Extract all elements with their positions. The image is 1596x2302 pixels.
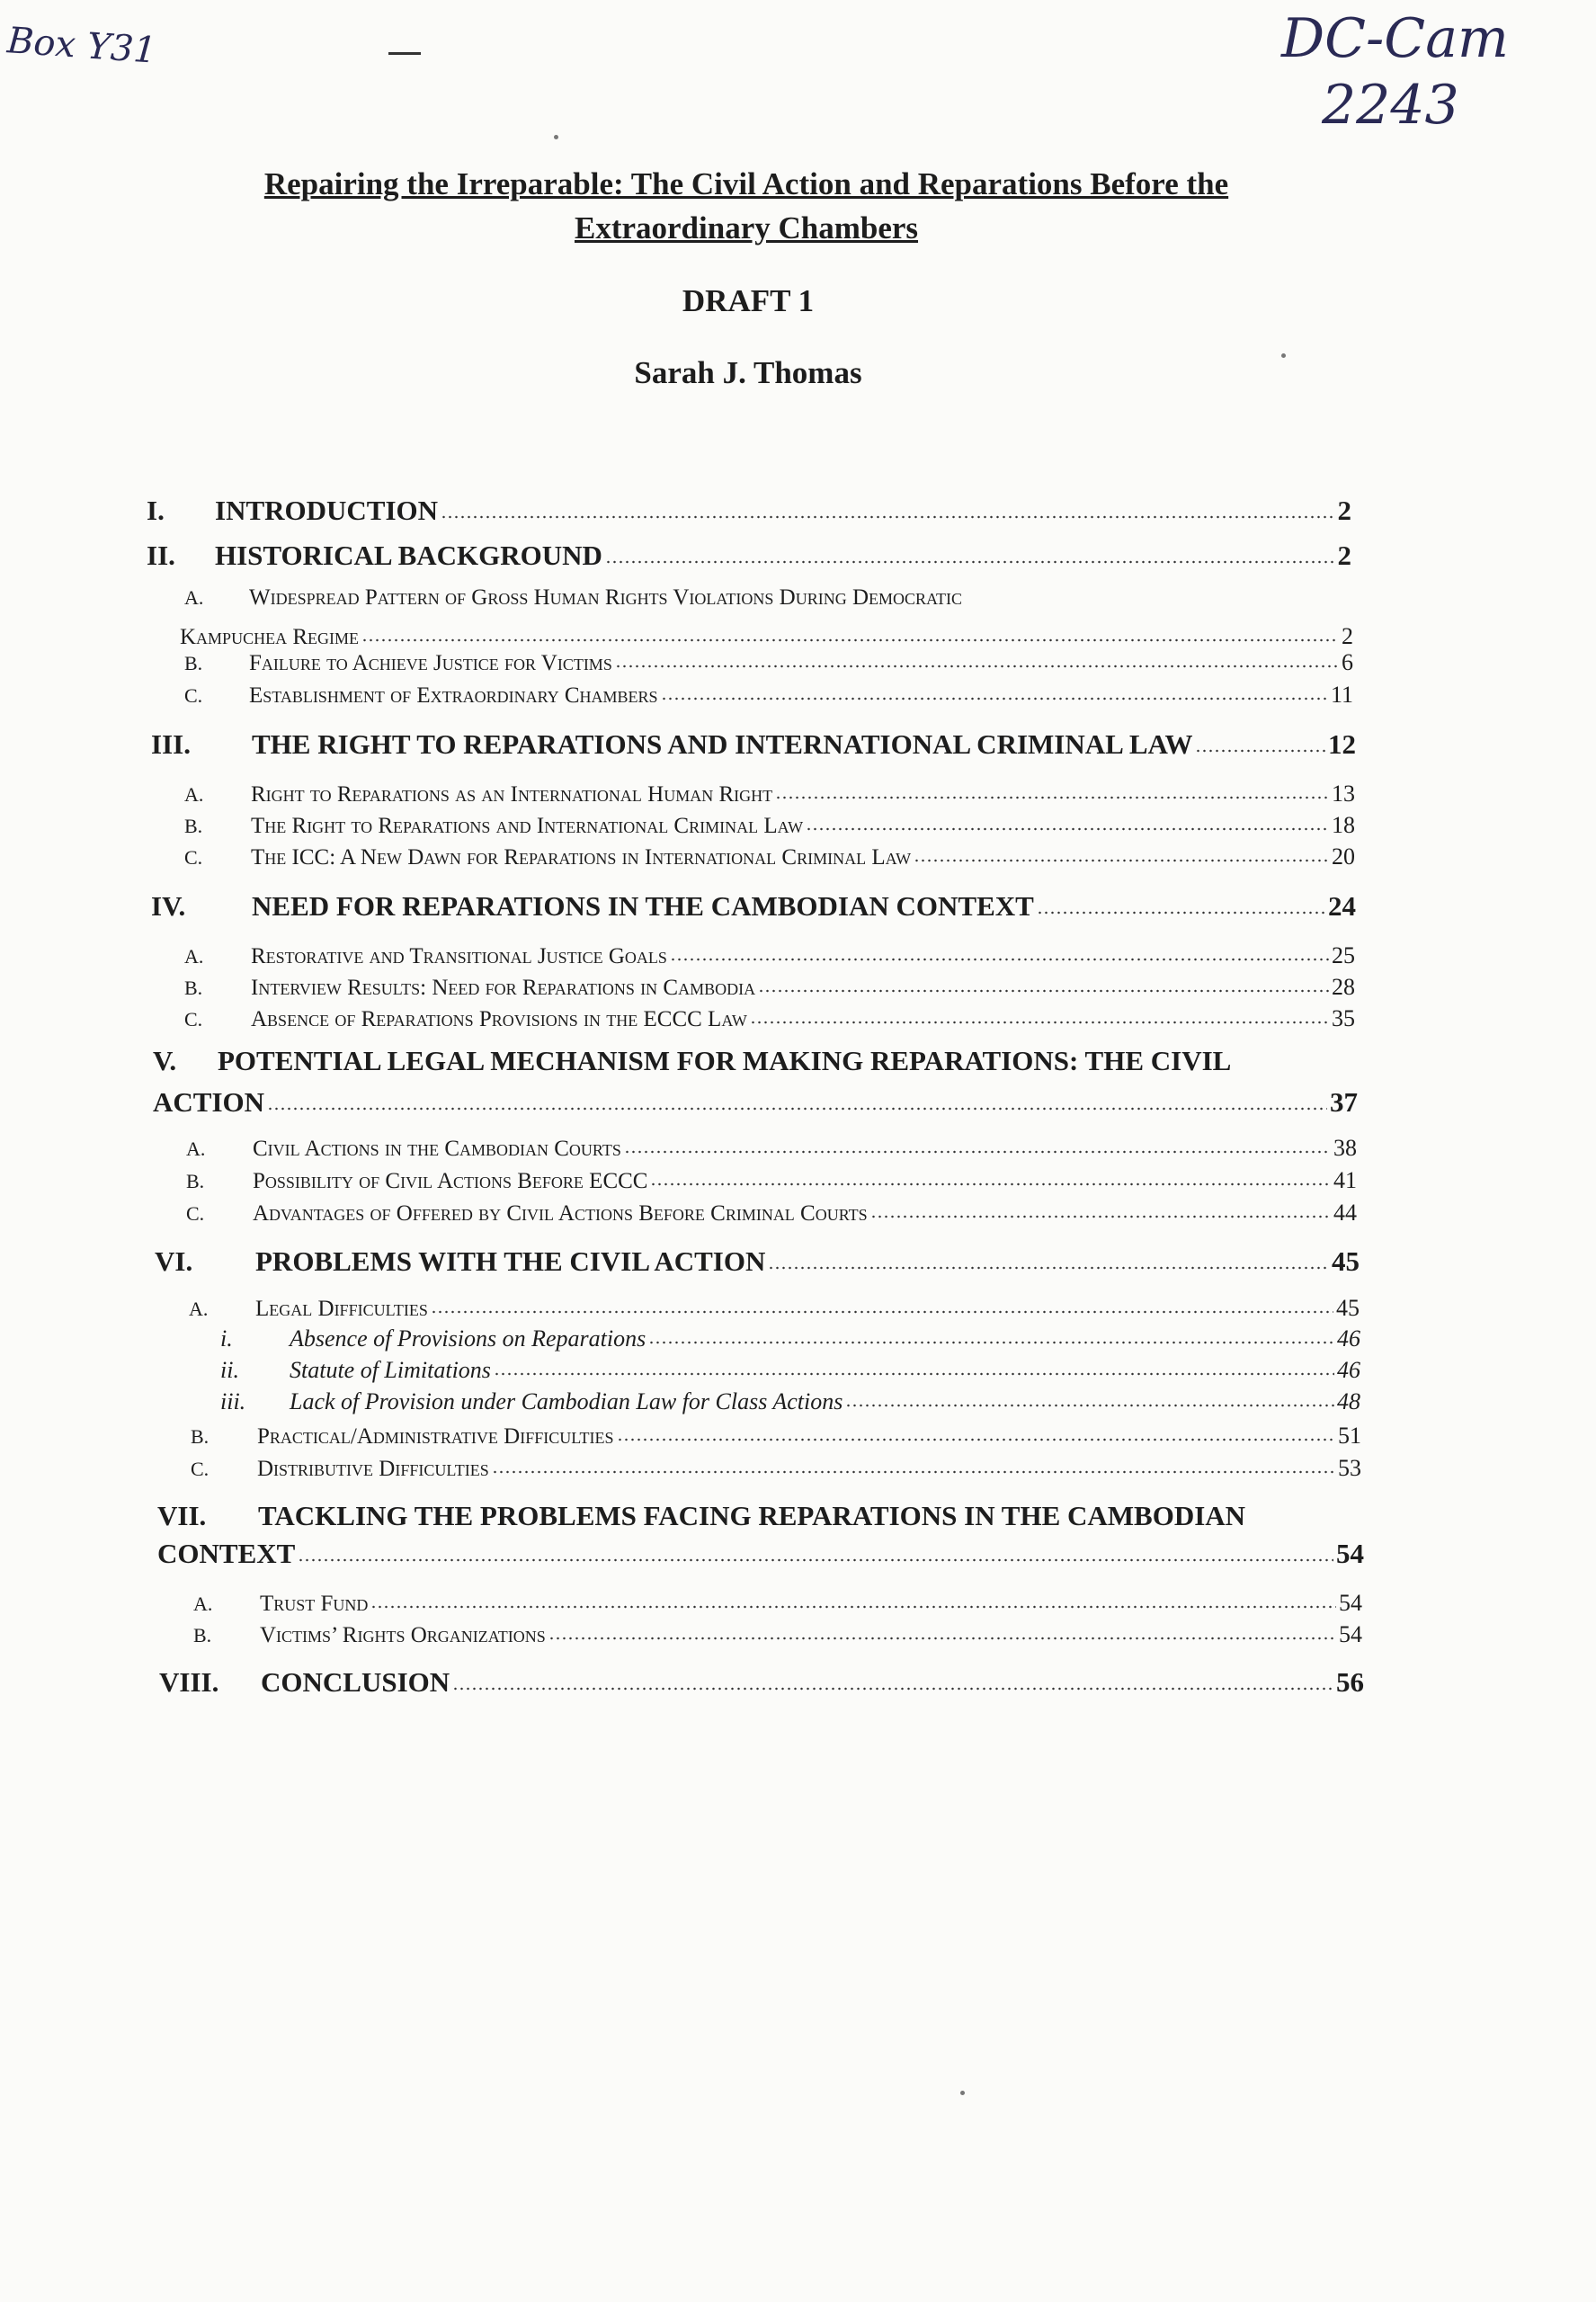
toc-subsection-human-right: A. Right to Reparations as an International Human Right 13	[184, 781, 1355, 807]
toc-subsection-icc-new-dawn: C. The ICC: A New Dawn for Reparations in International Criminal Law 20	[184, 843, 1355, 870]
toc-subsection-widespread-pattern-line1: A. Widespread Pattern of Gross Human Rights Violations During Democratic	[184, 585, 963, 610]
toc-subsection-restorative-justice: A. Restorative and Transitional Justice Goals 25	[184, 942, 1355, 968]
toc-subsection-distributive-difficulties: C. Distributive Difficulties 53	[191, 1455, 1361, 1481]
toc-section-potential-legal-mechanism: ACTION 37	[153, 1086, 1358, 1118]
toc-subsection-practical-difficulties: B. Practical/Administrative Difficulties 51	[191, 1423, 1361, 1449]
toc-subsection-establishment-of-chambers: C. Establishment of Extraordinary Chambers 11	[184, 682, 1353, 708]
toc-subsection-legal-difficulties: A. Legal Difficulties 45	[189, 1295, 1360, 1321]
toc-subsection-advantages: C. Advantages of Offered by Civil Actions Before Criminal Courts 44	[186, 1200, 1357, 1226]
toc-section-cambodian-context: IV. NEED FOR REPARATIONS IN THE CAMBODIAN CONTEXT 24	[151, 890, 1356, 922]
scan-speck	[554, 135, 558, 139]
author-name: Sarah J. Thomas	[634, 355, 862, 390]
toc-subsection-failure-to-achieve-justice: B. Failure to Achieve Justice for Victims 6	[184, 649, 1353, 675]
toc-item-class-actions: iii. Lack of Provision under Cambodian Law for Class Actions 48	[220, 1388, 1360, 1414]
handwritten-box-note: Box Y31	[5, 20, 158, 72]
toc-subsection-widespread-pattern: Kampuchea Regime 2	[180, 623, 1353, 649]
toc-section-tackling-problems: CONTEXT 54	[157, 1538, 1364, 1569]
toc-subsection-trust-fund: A. Trust Fund 54	[193, 1590, 1362, 1616]
toc-item-statute-of-limitations: ii. Statute of Limitations 46	[220, 1357, 1360, 1383]
document-title: Repairing the Irreparable: The Civil Action and Reparations Before the Extraordinary Chambers	[263, 166, 1229, 245]
toc-section-conclusion: VIII. CONCLUSION 56	[159, 1666, 1364, 1698]
toc-section-tackling-problems-line1: VII. TACKLING THE PROBLEMS FACING REPARATIONS IN THE CAMBODIAN	[157, 1500, 1246, 1531]
toc-section-potential-legal-mechanism-line1: V. POTENTIAL LEGAL MECHANISM FOR MAKING REPARATIONS: THE CIVIL	[153, 1045, 1232, 1076]
draft-label: DRAFT 1	[682, 283, 815, 318]
scan-speck	[960, 2091, 965, 2095]
toc-subsection-victims-rights-organizations: B. Victims’ Rights Organizations 54	[193, 1621, 1362, 1647]
toc-section-historical-background: II. HISTORICAL BACKGROUND 2	[147, 540, 1351, 571]
toc-subsection-absence-of-provisions: C. Absence of Reparations Provisions in the ECCC Law 35	[184, 1005, 1355, 1031]
toc-subsection-international-criminal-law: B. The Right to Reparations and International Criminal Law 18	[184, 812, 1355, 838]
toc-item-absence-of-provisions-reparations: i. Absence of Provisions on Reparations 46	[220, 1325, 1360, 1352]
toc-subsection-interview-results: B. Interview Results: Need for Reparations in Cambodia 28	[184, 974, 1355, 1000]
handwritten-archive-code: DC-Cam	[1281, 7, 1509, 70]
toc-section-problems-civil-action: VI. PROBLEMS WITH THE CIVIL ACTION 45	[155, 1245, 1360, 1277]
handwritten-archive-number: 2243	[1322, 74, 1459, 137]
pen-dash-mark	[388, 52, 421, 55]
toc-subsection-civil-actions-cambodian-courts: A. Civil Actions in the Cambodian Courts 38	[186, 1135, 1357, 1161]
toc-section-introduction: I. INTRODUCTION 2	[147, 495, 1351, 526]
toc-subsection-possibility-before-eccc: B. Possibility of Civil Actions Before ECCC 41	[186, 1167, 1357, 1193]
toc-section-right-to-reparations: III. THE RIGHT TO REPARATIONS AND INTERNATIONAL CRIMINAL LAW 12	[151, 728, 1356, 760]
